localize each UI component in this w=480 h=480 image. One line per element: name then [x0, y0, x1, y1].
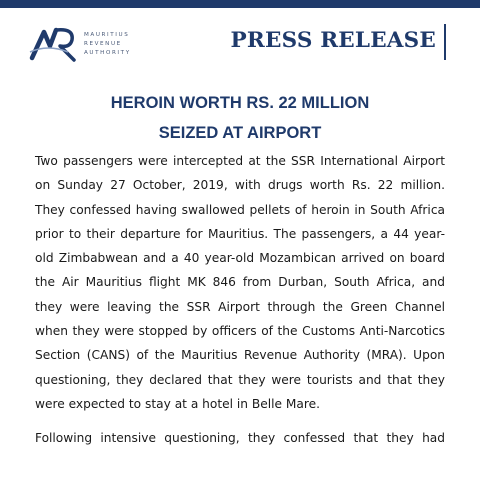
article-body [35, 149, 445, 461]
headline-line-1: HEROIN WORTH RS. 22 MILLION [110, 94, 370, 112]
paragraph-1: Two passengers were intercepted at the SSR International Airport on Sunday 27 October, 2019, with drugs worth Rs. 22 million. They confessed having swallowed pellets of heroin in South Africa prior to their departure for Mauritius. The passengers, a 44 year-old Zimbabwean and a 40 year-old Mozambican arrived on board the Air Mauritius flight MK 846 from Durban, South Africa, and they were leaving the SSR Airport through the Green Channel when they were stopped by officers of the Customs Anti-Narcotics Section (CANS) of the Mauritius Revenue Authority (MRA). Upon questioning, they declared that they were tourists and that they were expected to stay at a hotel in Belle Mare. [35, 154, 445, 411]
logo-wordmark [84, 31, 131, 58]
mra-logo [28, 22, 138, 66]
press-release-title: PRESS RELEASE [230, 28, 436, 53]
headline-line-2: SEIZED AT AIRPORT [158, 124, 322, 142]
paragraph-2: Following intensive questioning, they confessed that they had [35, 431, 445, 446]
top-banner-bar [0, 0, 480, 8]
press-release-divider [444, 24, 446, 60]
mra-logo-mark-icon [28, 22, 88, 66]
logo-line-3: AUTHORITY [84, 50, 131, 56]
headline [0, 88, 480, 148]
logo-line-2: REVENUE [84, 41, 122, 47]
logo-line-1: MAURITIUS [84, 32, 130, 38]
